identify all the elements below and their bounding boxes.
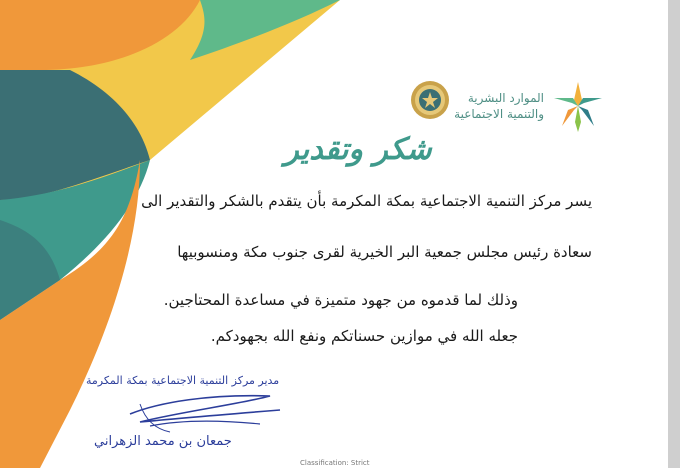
signatory-name: جمعان بن محمد الزهراني xyxy=(94,434,232,449)
palm-star-icon xyxy=(548,76,608,136)
body-line-2: سعادة رئيس مجلس جمعية البر الخيرية لقرى جنوب مكة ومنسوبيها xyxy=(177,243,592,261)
seal-emblem-icon xyxy=(410,80,450,120)
signatory-role: مدير مركز التنمية الاجتماعية بمكة المكرمة xyxy=(86,374,280,387)
body-line-3: وذلك لما قدموه من جهود متميزة في مساعدة المحتاجين. xyxy=(163,291,518,309)
logo-line-1: الموارد البشرية xyxy=(467,91,544,105)
classification-footer: Classification: Strict xyxy=(300,459,370,467)
window-edge xyxy=(668,0,680,468)
body-line-1: يسر مركز التنمية الاجتماعية بمكة المكرمة بأن يتقدم بالشكر والتقدير الى xyxy=(141,192,592,210)
certificate-title: شكر وتقدير xyxy=(284,132,432,167)
ministry-logo xyxy=(454,76,608,136)
body-line-4: جعله الله في موازين حسناتكم ونفع الله بجهودكم. xyxy=(210,327,518,345)
logo-line-2: والتنمية الاجتماعية xyxy=(454,107,544,121)
